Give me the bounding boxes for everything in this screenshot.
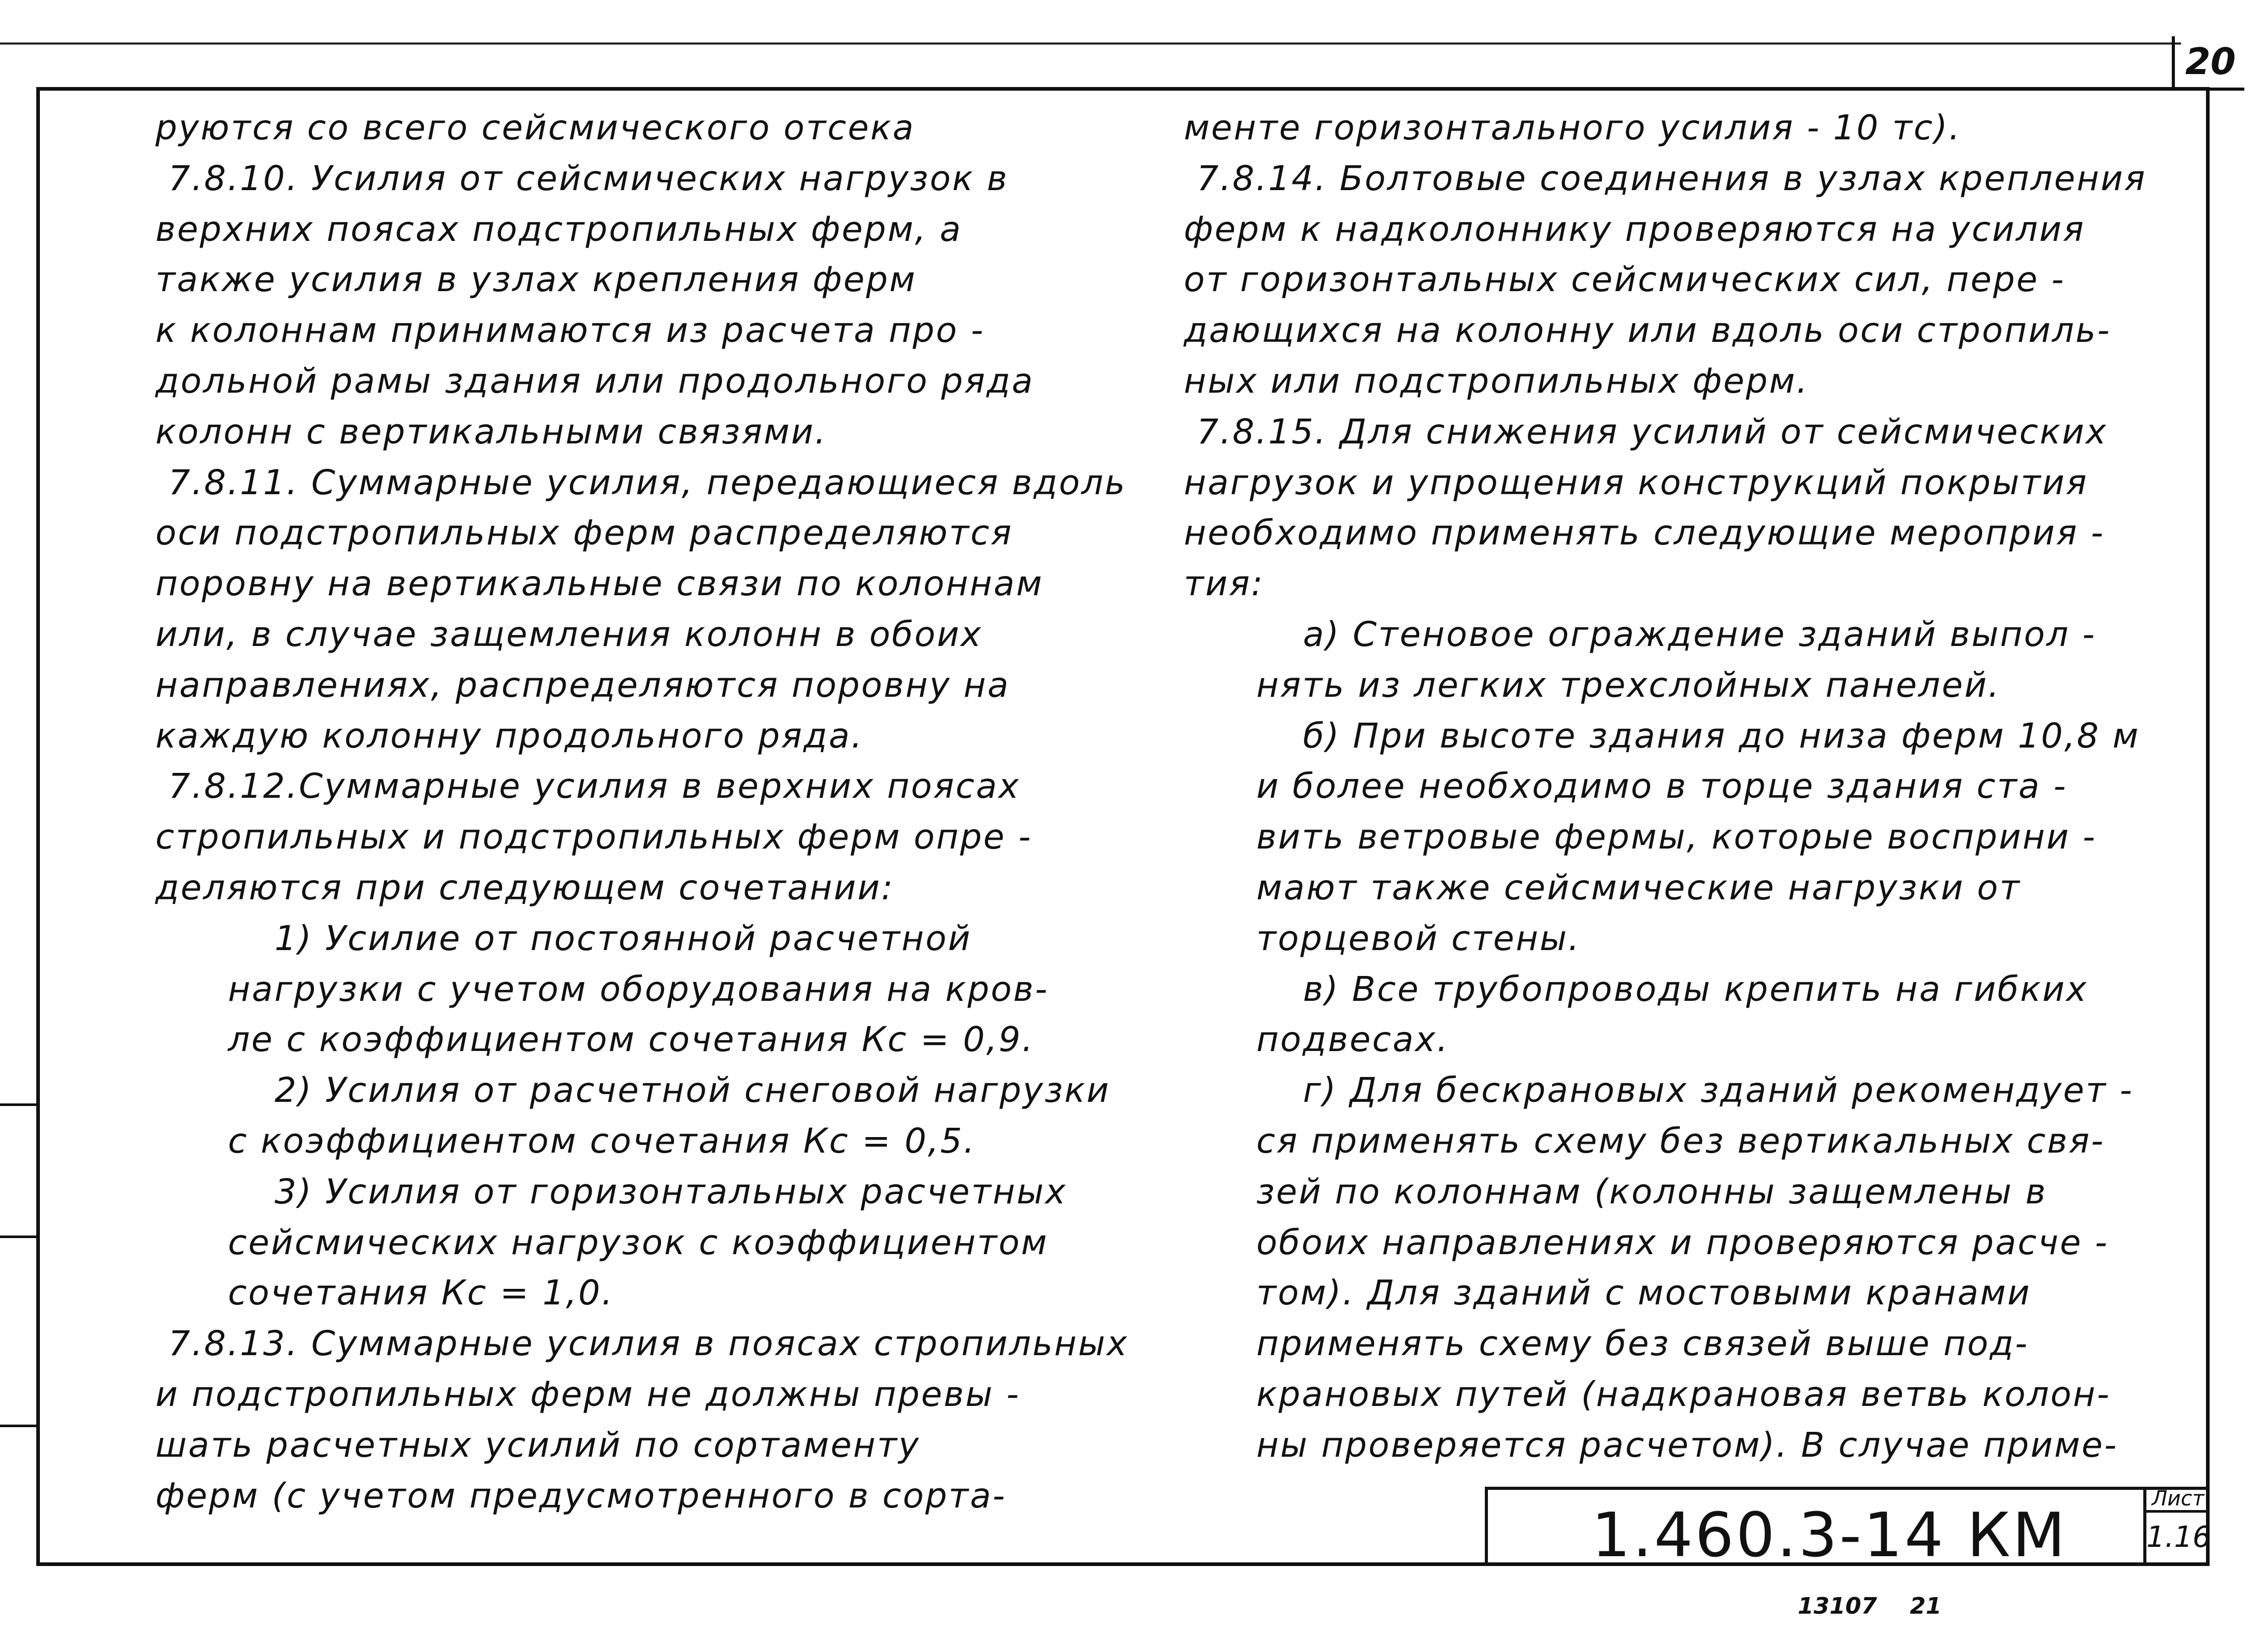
archive-number: 13107 — [1798, 1593, 1878, 1619]
text-line: нагрузки с учетом оборудования на кров- — [228, 969, 1049, 1009]
text-line: б) При высоте здания до низа ферм 10,8 м — [1303, 715, 2140, 756]
text-line: 7.8.11. Суммарные усилия, передающиеся вдоль — [168, 462, 1127, 502]
text-line: руются со всего сейсмического отсека — [155, 108, 915, 148]
text-line: ных или подстропильных ферм. — [1184, 361, 1809, 401]
text-line: крановых путей (надкрановая ветвь колон- — [1256, 1374, 2111, 1414]
page-number: 20 — [2185, 40, 2236, 83]
text-line: вить ветровые фермы, которые восприни - — [1256, 817, 2097, 857]
archive-stamp — [1798, 1593, 1967, 1619]
binding-tick-2 — [0, 1236, 37, 1238]
text-line: мают также сейсмические нагрузки от — [1256, 867, 2021, 908]
text-line: торцевой стены. — [1256, 918, 1581, 958]
text-line: также усилия в узлах крепления ферм — [155, 260, 917, 300]
text-line: ферм (с учетом предусмотренного в сорта- — [155, 1475, 1007, 1516]
text-line: а) Стеновое ограждение зданий выпол - — [1303, 614, 2097, 654]
text-line: ся применять схему без вертикальных свя- — [1256, 1121, 2105, 1161]
text-line: и более необходимо в торце здания ста - — [1256, 766, 2068, 807]
text-line: 1) Усилие от постоянной расчетной — [275, 918, 972, 958]
text-line: ле с коэффициентом сочетания Кс = 0,9. — [228, 1019, 1035, 1060]
text-line: стропильных и подстропильных ферм опре - — [155, 817, 1033, 857]
text-line: или, в случае защемления колонн в обоих — [155, 614, 983, 654]
text-line: шать расчетных усилий по сортаменту — [155, 1425, 921, 1465]
text-line: том). Для зданий с мостовыми кранами — [1256, 1273, 2031, 1313]
text-line: направлениях, распределяются поровну на — [155, 665, 1010, 705]
right-text-column — [1184, 103, 2215, 1471]
page-number-box — [2172, 36, 2244, 91]
left-text-column — [155, 103, 1186, 1521]
text-line: 7.8.15. Для снижения усилий от сейсмических — [1197, 411, 2108, 452]
text-line: применять схему без связей выше под- — [1256, 1324, 2029, 1364]
text-line: верхних поясах подстропильных ферм, а — [155, 209, 963, 249]
text-line: деляются при следующем сочетании: — [155, 867, 895, 908]
text-line: обоих направлениях и проверяются расче - — [1256, 1222, 2109, 1262]
text-line: подвесах. — [1256, 1019, 1450, 1060]
sheet-label: Лист — [2146, 1487, 2210, 1513]
text-line: зей по колоннам (колонны защемлены в — [1256, 1171, 2047, 1212]
title-block-stamp — [1485, 1487, 2211, 1571]
text-line: колонн с вертикальными связями. — [155, 411, 827, 452]
text-line: нять из легких трехслойных панелей. — [1256, 665, 2001, 705]
text-line: оси подстропильных ферм распределяются — [155, 513, 1013, 553]
sheet-cell — [2143, 1487, 2210, 1566]
text-line: к колоннам принимаются из расчета про - — [155, 310, 985, 351]
text-line: дающихся на колонну или вдоль оси стропиль- — [1184, 310, 2111, 351]
text-line: дольной рамы здания или продольного ряда — [155, 361, 1035, 401]
text-line: тия: — [1184, 564, 1265, 604]
text-line: 7.8.14. Болтовые соединения в узлах крепления — [1197, 158, 2147, 198]
text-line: 3) Усилия от горизонтальных расчетных — [275, 1171, 1067, 1212]
document-code: 1.460.3-14 КМ — [1592, 1499, 2068, 1571]
text-line: 2) Усилия от расчетной снеговой нагрузки — [275, 1070, 1111, 1111]
text-line: сейсмических нагрузок с коэффициентом — [228, 1222, 1049, 1262]
text-line: 7.8.10. Усилия от сейсмических нагрузок в — [168, 158, 1009, 198]
text-line: поровну на вертикальные связи по колоннам — [155, 564, 1044, 604]
text-line: с коэффициентом сочетания Кс = 0,5. — [228, 1121, 976, 1161]
text-line: г) Для бескрановых зданий рекомендует - — [1303, 1070, 2134, 1111]
text-line: ферм к надколоннику проверяются на усилия — [1184, 209, 2085, 249]
top-rule — [0, 42, 2181, 45]
text-line: ны проверяется расчетом). В случае приме- — [1256, 1425, 2118, 1465]
text-line: необходимо применять следующие мероприя - — [1184, 513, 2105, 553]
sheet-value: 1.16 — [2146, 1520, 2211, 1554]
binding-tick-3 — [0, 1425, 37, 1427]
text-line: от горизонтальных сейсмических сил, пере - — [1184, 260, 2066, 300]
text-line: менте горизонтального усилия - 10 тс). — [1184, 108, 1961, 148]
text-line: нагрузок и упрощения конструкций покрытия — [1184, 462, 2088, 502]
text-line: 7.8.12.Суммарные усилия в верхних поясах — [168, 766, 1021, 807]
binding-tick-1 — [0, 1103, 37, 1106]
archive-sheet: 21 — [1910, 1593, 1942, 1619]
text-line: каждую колонну продольного ряда. — [155, 715, 864, 756]
text-line: 7.8.13. Суммарные усилия в поясах стропильных — [168, 1324, 1129, 1364]
text-line: в) Все трубопроводы крепить на гибких — [1303, 969, 2088, 1009]
text-line: и подстропильных ферм не должны превы - — [155, 1374, 1021, 1414]
text-line: сочетания Кс = 1,0. — [228, 1273, 614, 1313]
